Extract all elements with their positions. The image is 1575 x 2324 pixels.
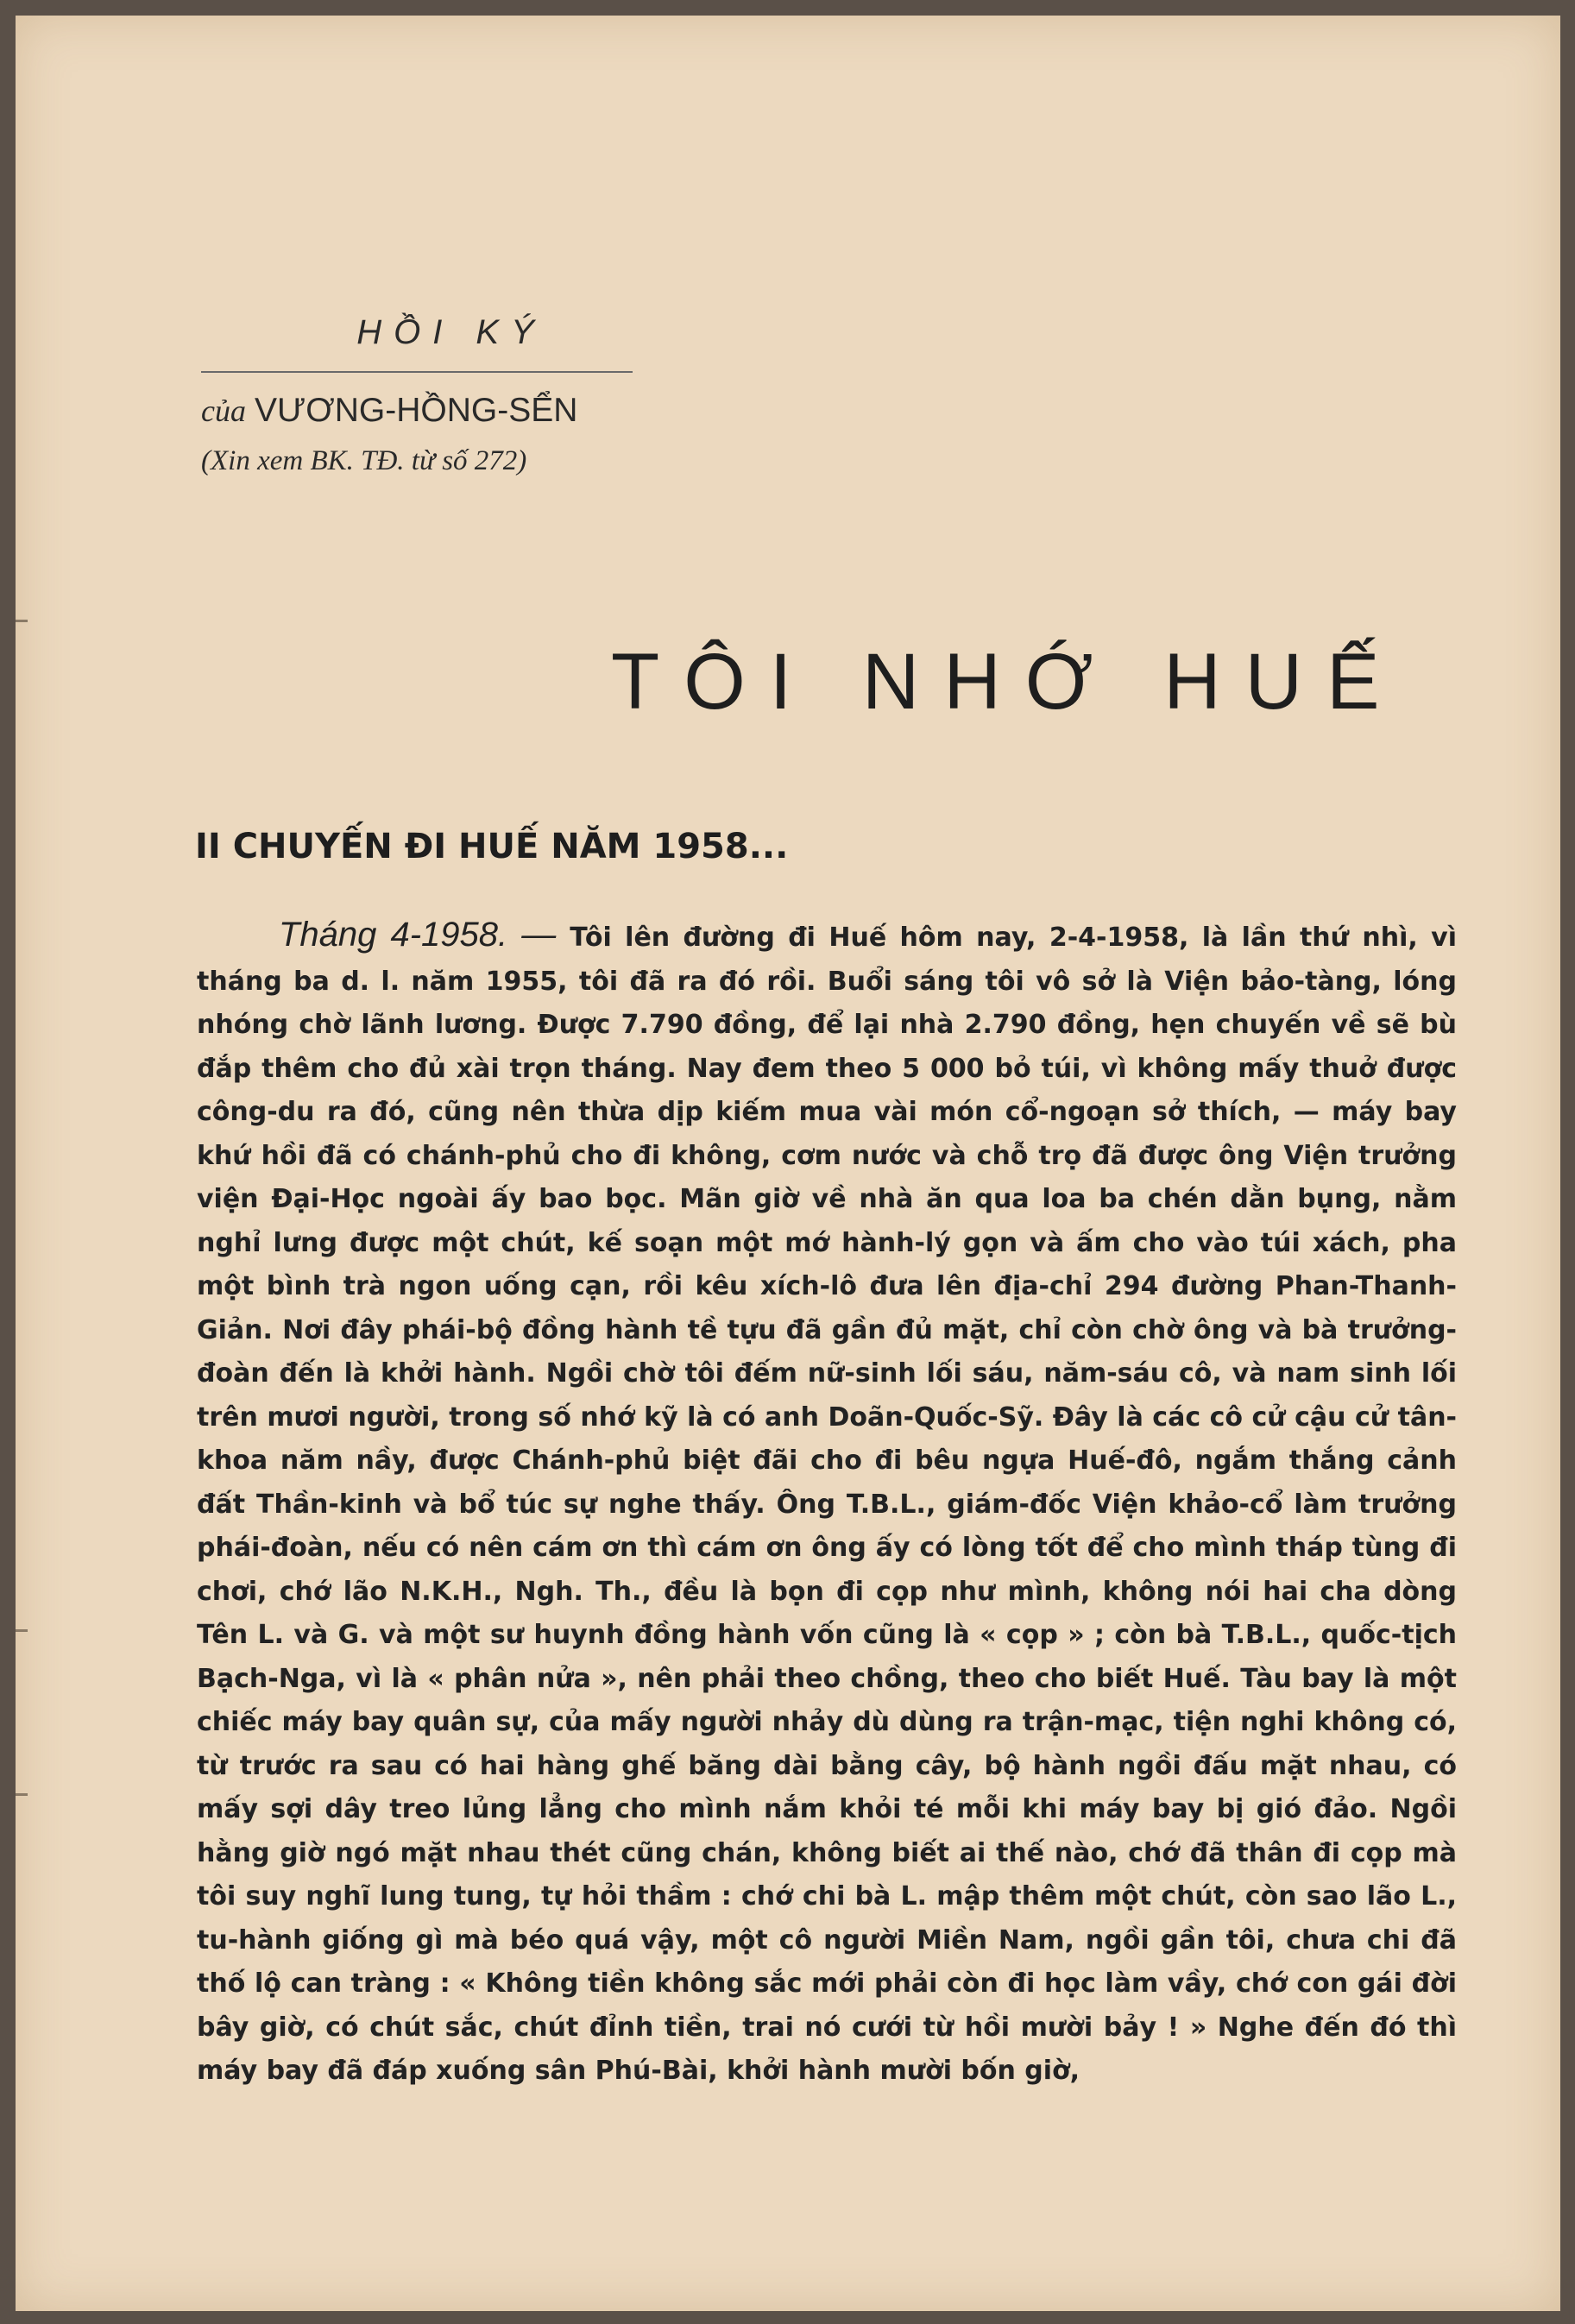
reference-note: (Xin xem BK. TĐ. từ số 272) <box>201 445 527 476</box>
margin-mark <box>16 1793 28 1796</box>
margin-mark <box>16 620 28 622</box>
body-paragraph: Tôi lên đường đi Huế hôm nay, 2-4-1958, là lần thứ nhì, vì tháng ba d. l. năm 1955, tôi đã ra đó rồi. Buổi sáng tôi vô sở là Viện bảo-tàng, lóng nhóng chờ lãnh lương. Được 7.790 đồng, để lại nhà 2.790 đồng, hẹn chuyến về sẽ bù đắp thêm cho đủ xài trọn tháng. Nay đem theo 5 000 bỏ túi, vì không mấy thuở được công-du ra đó, cũng nên thừa dịp kiếm mua vài món cổ-ngoạn sở thích, — máy bay khứ hồi đã có chánh-phủ cho đi không, cơm nước và chỗ trọ đã được ông Viện trưởng viện Đại-Học ngoài ấy bao bọc. Mãn giờ về nhà ăn qua loa ba chén dằn bụng, nằm nghỉ lưng được một chút, kế soạn một mớ hành-lý gọn và ấm cho vào túi xách, pha một bình trà ngon uống cạn, rồi kêu xích-lô đưa lên địa-chỉ 294 đường Phan-Thanh-Giản. Nơi đây phái-bộ đồng hành tề tựu đã gần đủ mặt, chỉ còn chờ ông và bà trưởng-đoàn đến là khởi hành. Ngồi chờ tôi đếm nữ-sinh lối sáu, năm-sáu cô, và nam sinh lối trên mươi người, trong số nhớ kỹ là có anh Doãn-Quốc-Sỹ. Đây là các cô cử cậu cử tân-khoa năm nầy, được Chánh-phủ biệt đãi cho đi bêu ngựa Huế-đô, ngắm thắng cảnh đất Thần-kinh và bổ túc sự nghe thấy. Ông T.B.L., giám-đốc Viện khảo-cổ làm trưởng phái-đoàn, nếu có nên cám ơn thì cám ơn ông ấy có lòng tốt để cho mình tháp tùng đi chơi, chớ lão N.K.H., Ngh. Th., đều là bọn đi cọp như mình, không nói hai cha dòng Tên L. và G. và một sư huynh đồng hành vốn cũng là « cọp » ; còn bà T.B.L., quốc-tịch Bạch-Nga, vì là « phân nửa », nên phải theo chồng, theo cho biết Huế. Tàu bay là một chiếc máy bay quân sự, của mấy người nhảy dù dùng ra trận-mạc, tiện nghi không có, từ trước ra sau có hai hàng ghế băng dài bằng cây, bộ hành ngồi đấu mặt nhau, có mấy sợi dây treo lủng lẳng cho mình nắm khỏi té mỗi khi máy bay bị gió đảo. Ngồi hằng giờ ngó mặt nhau thét cũng chán, không biết ai thế nào, chớ đã thân đi cọp mà tôi suy nghĩ lung tung, tự hỏi thầm : chớ chi bà L. mập thêm một chút, còn sao lão L., tu-hành giống gì mà béo quá vậy, một cô người Miền Nam, ngồi gần tôi, chưa chi đã thố lộ can tràng : « Không tiền không sắc mới phải còn đi học làm vầy, chớ con gái đời bây giờ, có chút sắc, chút đỉnh tiền, trai nó cưới từ hồi mười bảy ! » Nghe đến đó thì máy bay đã đáp xuống sân Phú-Bài, khởi hành mười bốn giờ, <box>197 923 1458 2086</box>
chapter-heading: II CHUYẾN ĐI HUẾ NĂM 1958... <box>195 827 789 866</box>
header-rule <box>201 371 633 373</box>
magazine-page <box>16 16 1560 2311</box>
date-lead: Tháng 4-1958. — <box>279 916 570 954</box>
article-title: TÔI NHỚ HUẾ <box>611 638 1404 726</box>
article-body <box>197 913 1457 2094</box>
author-name: VƯƠNG-HỒNG-SỂN <box>254 392 578 429</box>
section-label: HỒI KÝ <box>356 313 546 351</box>
byline-prefix: của <box>201 394 246 428</box>
article-header <box>201 313 650 477</box>
margin-mark <box>16 1629 28 1632</box>
byline <box>201 392 650 430</box>
